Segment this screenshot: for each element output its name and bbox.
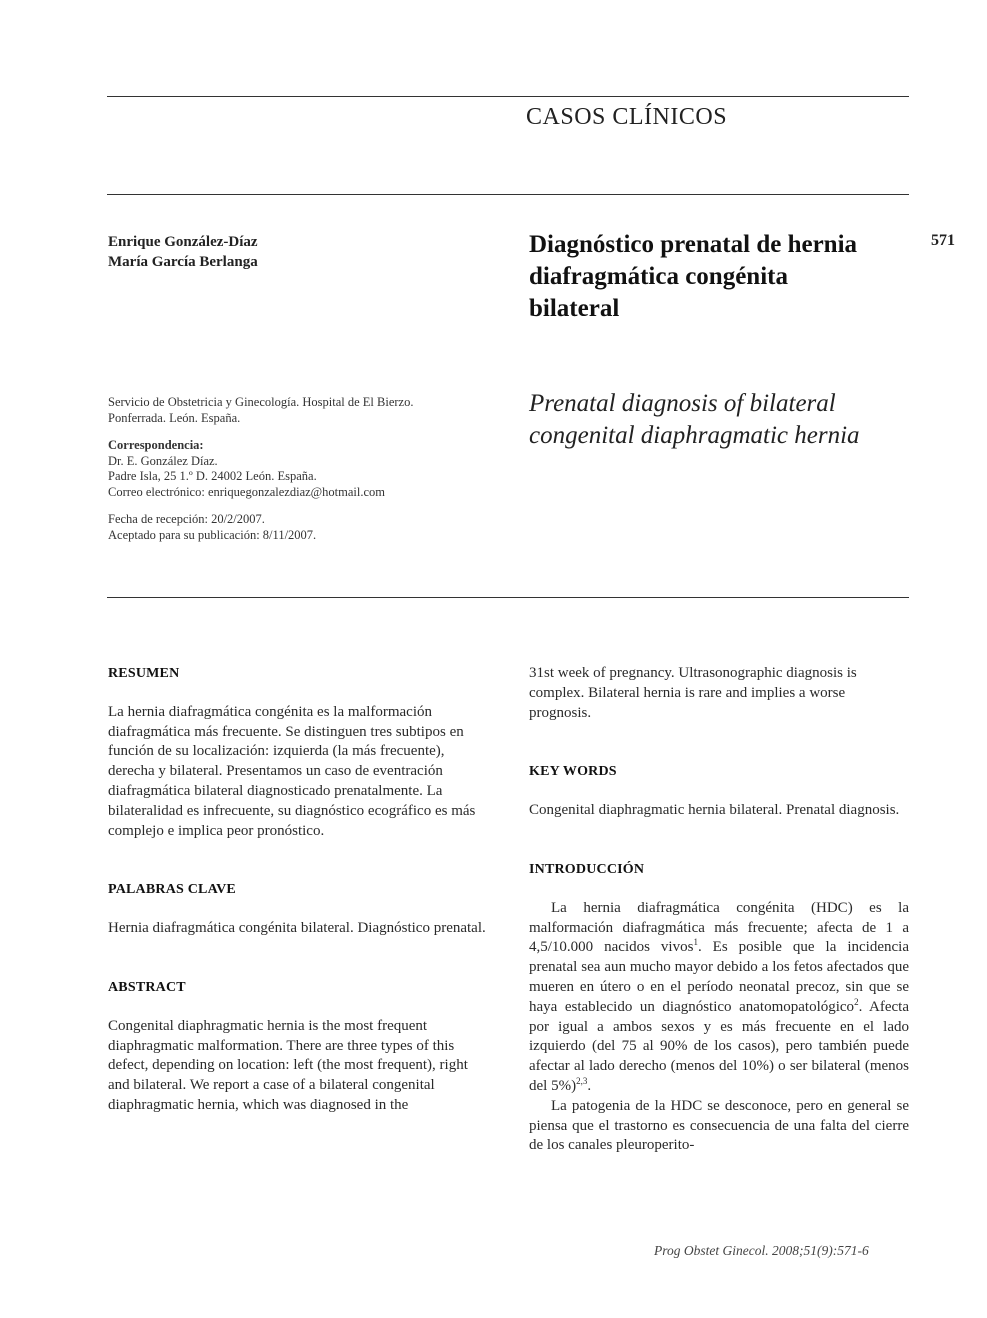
palabras-clave-heading: PALABRAS CLAVE — [108, 882, 236, 898]
institution — [108, 395, 478, 426]
section-title: CASOS CLÍNICOS — [526, 104, 728, 130]
affiliation-block — [108, 395, 478, 555]
correspondence-address: Padre Isla, 25 1.º D. 24002 León. España. — [108, 469, 317, 483]
intro-p1-part-a: La hernia diafragmática congénita (HDC) es la malformación diafragmática más frecuente; afecta de 1 a 4,5/10.000 nacidos vivos — [529, 899, 909, 956]
abstract-text: Congenital diaphragmatic hernia is the most frequent diaphragmatic malformation. There are three types of this defect, depending on location: left (the most frequent), right and bilateral. We report a case of a bilateral congenital diaphragmatic hernia, which was diagnosed in the — [108, 1017, 468, 1113]
correspondence-label: Correspondencia: — [108, 438, 204, 452]
intro-p1-part-c: . Afecta por igual a ambos sexos y es más frecuente en el lado izquierdo (del 75 al 90% de los casos), pero también puede afectar al lado derecho (menos del 10%) o ser bilateral (menos del 5%) — [529, 998, 909, 1094]
institution-line-1: Servicio de Obstetricia y Ginecología. Hospital de El Bierzo. — [108, 395, 414, 409]
accepted-date: Aceptado para su publicación: 8/11/2007. — [108, 527, 317, 542]
palabras-clave-text: Hernia diafragmática congénita bilateral. Diagnóstico prenatal. — [108, 920, 486, 937]
intro-p1-part-d: . — [587, 1077, 592, 1094]
introduccion-heading: INTRODUCCIÓN — [529, 861, 645, 877]
correspondence-name: Dr. E. González Díaz. — [108, 453, 218, 468]
right-column — [529, 664, 909, 1156]
left-column — [108, 664, 488, 1116]
correspondence — [108, 438, 478, 500]
key-words-text: Congenital diaphragmatic hernia bilateral. Prenatal diagnosis. — [529, 802, 900, 819]
resumen-text: La hernia diafragmática congénita es la malformación diafragmática más frecuente. Se distinguen tres subtipos en función de su localización: izquierda (la más frecuente), derecha y bilateral. Presentamos un caso de eventración diafragmática bilateral diagnosticado prenatalmente. La bilateralidad es infrecuente, su diagnóstico ecográfico es más complejo e implica peor pronóstico. — [108, 703, 476, 839]
intro-p1-part-b: . Es posible que la incidencia prenatal sea aun mucho mayor debido a los fetos afectados que mueren en útero o en el período neonatal precoz, sin que se haya establecido un diagnóstico anatomopatológico — [529, 939, 909, 1015]
abstract-continuation: 31st week of pregnancy. Ultrasonographic diagnosis is complex. Bilateral hernia is rare and implies a worse prognosis. — [529, 665, 857, 721]
reference-2: 2 — [854, 996, 859, 1007]
top-rule — [107, 96, 909, 97]
page-number: 571 — [931, 232, 955, 249]
received-date: Fecha de recepción: 20/2/2007. — [108, 512, 265, 526]
institution-line-2: Ponferrada. León. España. — [108, 410, 241, 425]
author-1: Enrique González-Díaz — [108, 234, 258, 250]
authors — [108, 232, 258, 272]
reference-2-3: 2,3 — [576, 1075, 588, 1086]
resumen-heading: RESUMEN — [108, 666, 180, 681]
key-words-heading: KEY WORDS — [529, 764, 617, 780]
author-2: María García Berlanga — [108, 254, 258, 270]
intro-paragraph-2: La patogenia de la HDC se desconoce, pero en general se piensa que el trastorno es consecuencia de una falta del cierre de los canales pleuroperito- — [529, 1097, 909, 1154]
intro-paragraph-1 — [529, 899, 909, 1097]
front-matter-rule — [107, 597, 909, 598]
journal-citation: Prog Obstet Ginecol. 2008;51(9):571-6 — [654, 1243, 869, 1258]
abstract-heading: ABSTRACT — [108, 979, 186, 995]
header-bottom-rule — [107, 194, 909, 195]
dates — [108, 512, 478, 543]
article-title-spanish: Diagnóstico prenatal de hernia diafragmática congénita bilateral — [529, 231, 858, 322]
correspondence-email: Correo electrónico: enriquegonzalezdiaz@hotmail.com — [108, 484, 386, 499]
reference-1: 1 — [693, 937, 698, 948]
article-title-english: Prenatal diagnosis of bilateral congenital diaphragmatic hernia — [529, 390, 860, 449]
